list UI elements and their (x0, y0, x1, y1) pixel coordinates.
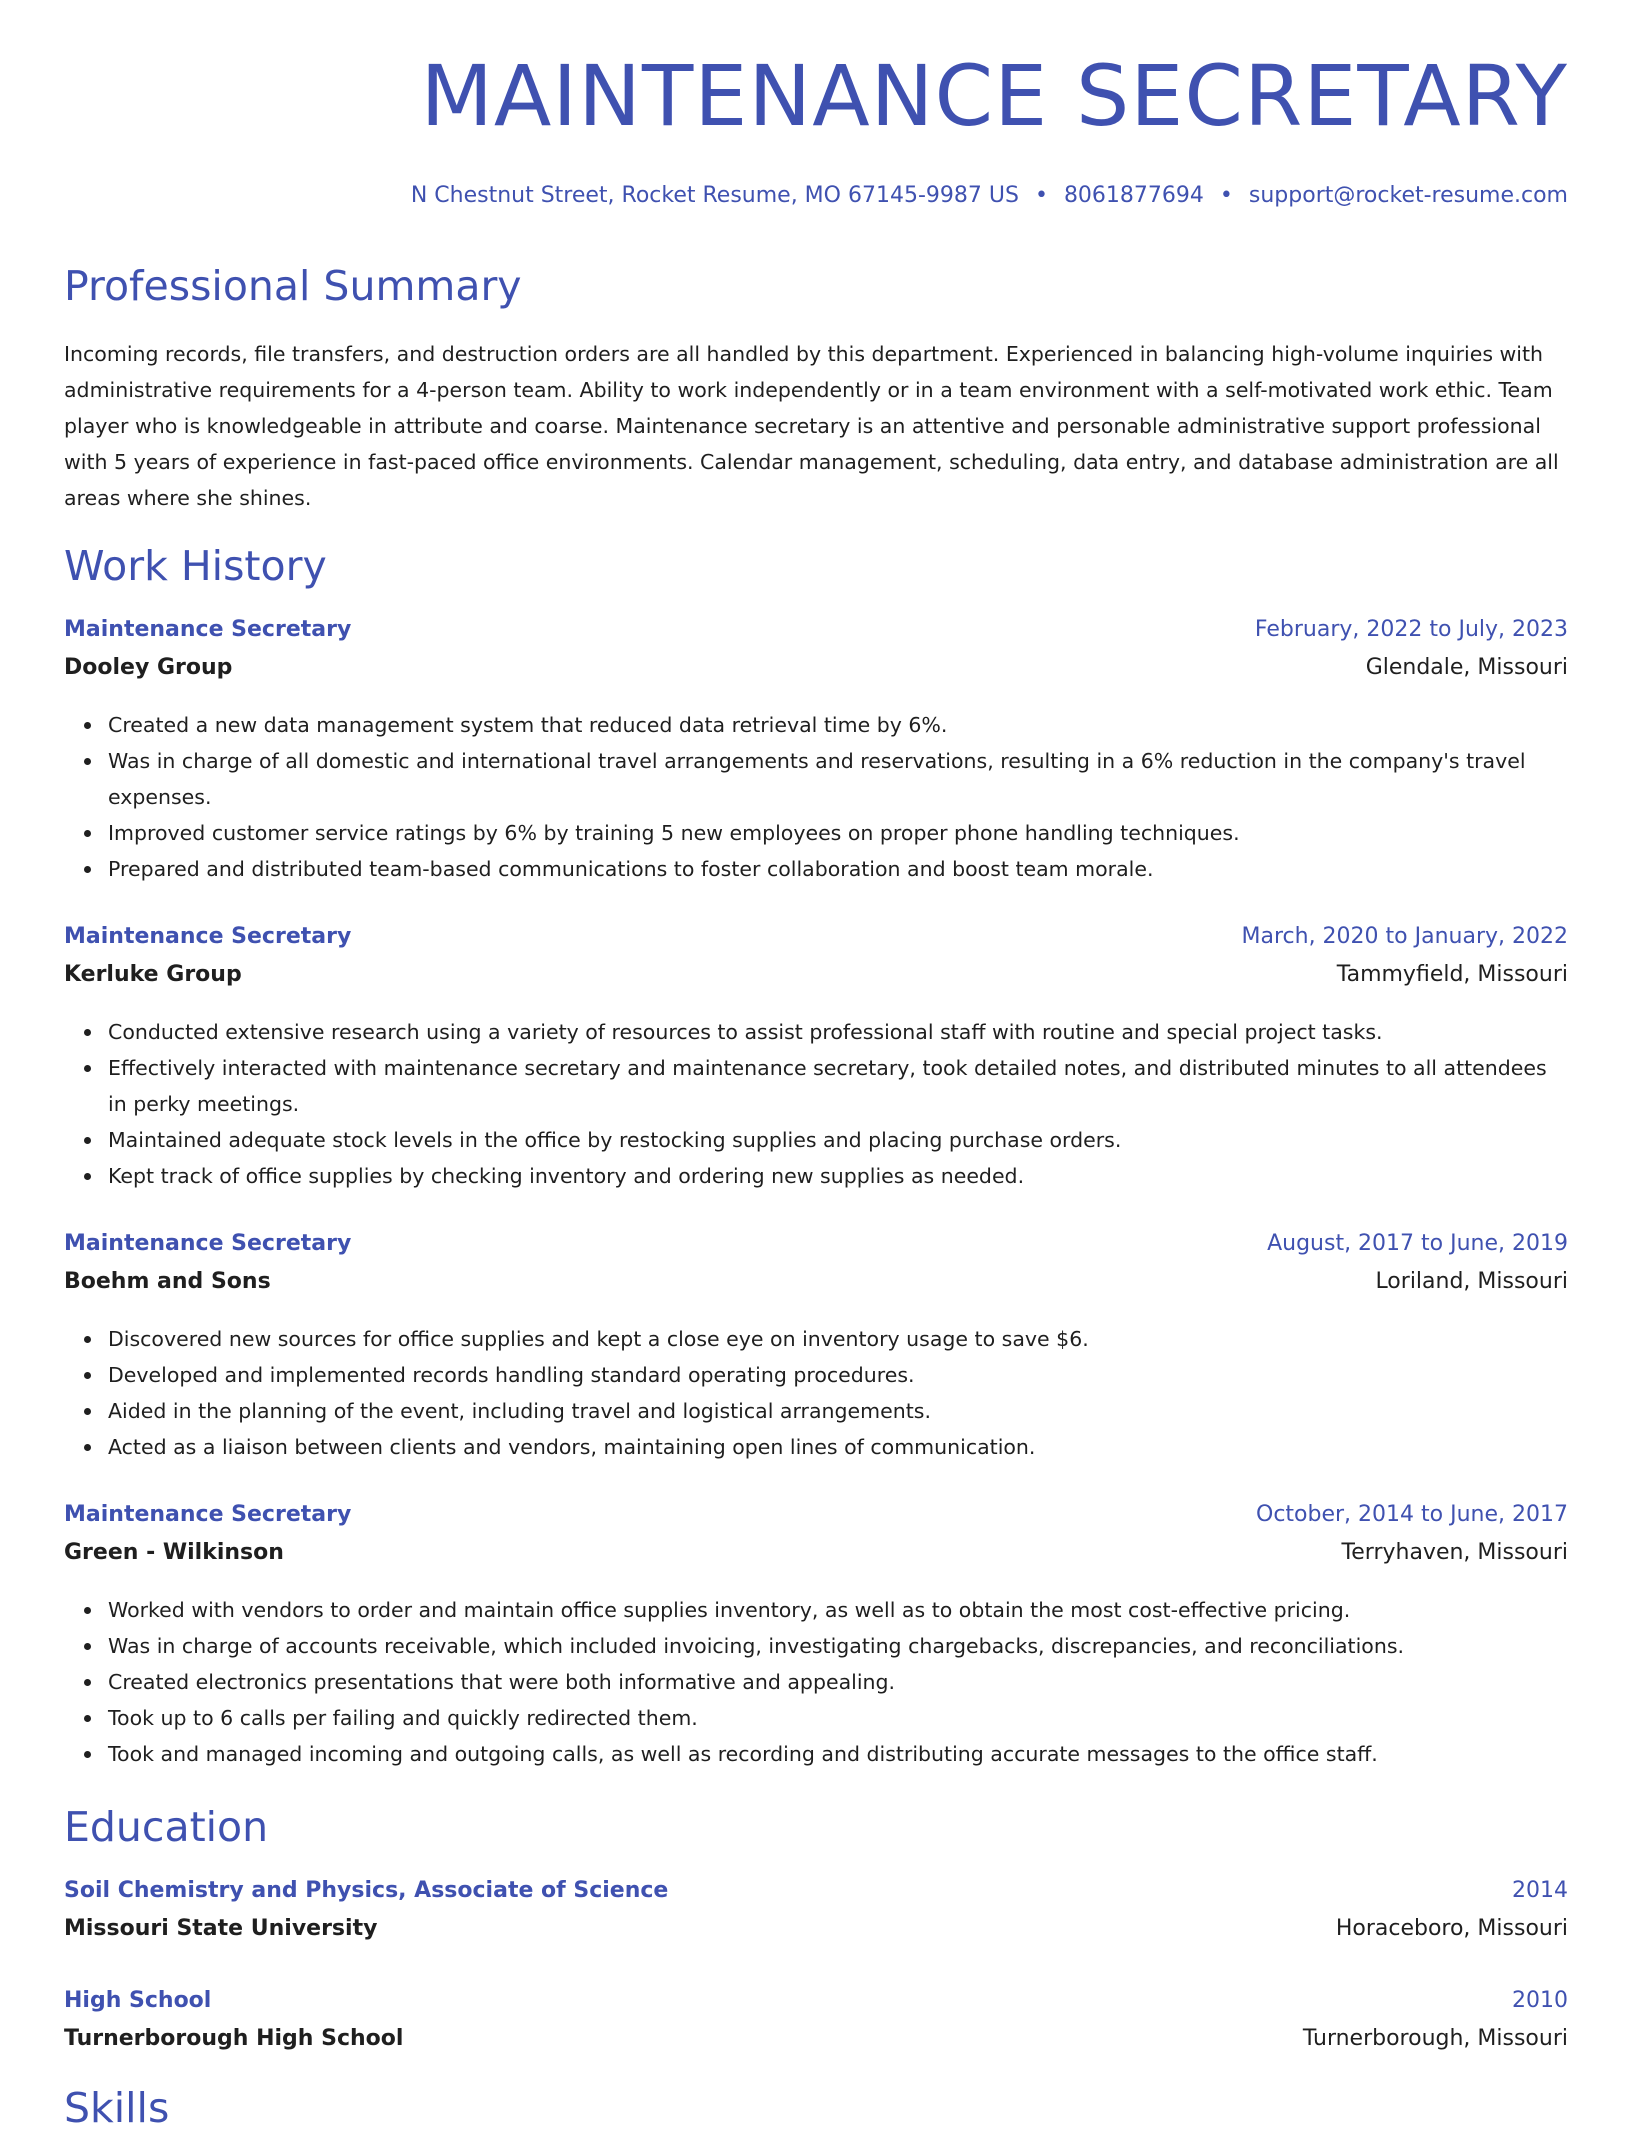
job-bullet: Conducted extensive research using a variety of resources to assist professional staff with routine and special project tasks. (108, 1014, 1568, 1050)
job-dates: October, 2014 to June, 2017 (1256, 1502, 1568, 1527)
job-bullet: Was in charge of all domestic and international travel arrangements and reservations, resulting in a 6% reduction in the company's travel expenses. (108, 743, 1568, 815)
job-dates: March, 2020 to January, 2022 (1241, 924, 1568, 949)
contact-separator: • (1219, 183, 1233, 208)
education-year: 2010 (1512, 1988, 1568, 2013)
job-role: Maintenance Secretary (64, 1231, 352, 1256)
job-location: Tammyfield, Missouri (1336, 962, 1568, 987)
job-bullet: Kept track of office supplies by checking inventory and ordering new supplies as needed. (108, 1158, 1568, 1194)
job-dates: February, 2022 to July, 2023 (1254, 617, 1568, 642)
education-degree: High School (64, 1988, 212, 2013)
job-bullet: Created electronics presentations that were both informative and appealing. (108, 1664, 1568, 1700)
job-bullets (64, 1014, 1568, 1194)
education-school: Turnerborough High School (64, 2026, 404, 2051)
job-bullet: Maintained adequate stock levels in the office by restocking supplies and placing purchase orders. (108, 1122, 1568, 1158)
job-company: Boehm and Sons (64, 1269, 271, 1294)
job-role: Maintenance Secretary (64, 924, 352, 949)
section-title-education: Education (64, 1803, 269, 1851)
education-entry (64, 1878, 1568, 1954)
education-school: Missouri State University (64, 1916, 378, 1941)
education-location: Horaceboro, Missouri (1335, 1916, 1568, 1941)
job-bullets (64, 1321, 1568, 1465)
job-bullet: Took up to 6 calls per failing and quickly redirected them. (108, 1700, 1568, 1736)
education-entry (64, 1988, 1568, 2064)
job-entry (64, 1502, 1568, 1772)
job-bullet: Created a new data management system that reduced data retrieval time by 6%. (108, 707, 1568, 743)
contact-phone: 8061877694 (1063, 183, 1204, 208)
resume-name: MAINTENANCE SECRETARY (420, 47, 1568, 145)
job-bullet: Prepared and distributed team-based communications to foster collaboration and boost team morale. (108, 851, 1568, 887)
job-bullets (64, 1592, 1568, 1772)
contact-line (411, 183, 1568, 208)
job-entry (64, 617, 1568, 887)
section-title-skills: Skills (64, 2084, 170, 2132)
job-company: Kerluke Group (64, 962, 242, 987)
job-location: Terryhaven, Missouri (1341, 1540, 1568, 1565)
job-entry (64, 1231, 1568, 1465)
job-company: Dooley Group (64, 655, 233, 680)
job-bullets (64, 707, 1568, 887)
job-bullet: Took and managed incoming and outgoing calls, as well as recording and distributing accurate messages to the office staff. (108, 1736, 1568, 1772)
job-bullet: Developed and implemented records handling standard operating procedures. (108, 1357, 1568, 1393)
job-entry (64, 924, 1568, 1194)
job-role: Maintenance Secretary (64, 1502, 352, 1527)
job-location: Glendale, Missouri (1365, 655, 1568, 680)
job-bullet: Improved customer service ratings by 6% by training 5 new employees on proper phone handling techniques. (108, 815, 1568, 851)
job-bullet: Aided in the planning of the event, including travel and logistical arrangements. (108, 1393, 1568, 1429)
contact-separator: • (1034, 183, 1048, 208)
job-bullet: Acted as a liaison between clients and vendors, maintaining open lines of communication. (108, 1429, 1568, 1465)
section-title-summary: Professional Summary (64, 262, 522, 310)
job-bullet: Effectively interacted with maintenance secretary and maintenance secretary, took detailed notes, and distributed minutes to all attendees in perky meetings. (108, 1050, 1568, 1122)
education-year: 2014 (1512, 1878, 1568, 1903)
section-title-work-history: Work History (64, 542, 327, 590)
summary-text: Incoming records, file transfers, and destruction orders are all handled by this department. Experienced in balancing high-volume inquiries with administrative requirements for a 4-person team. Ability to work independently or in a team environment with a self-motivated work ethic. Team player who is knowledgeable in attribute and coarse. Maintenance secretary is an attentive and personable administrative support professional with 5 years of experience in fast-paced office environments. Calendar management, scheduling, data entry, and database administration are all areas where she shines. (64, 342, 1559, 510)
education-location: Turnerborough, Missouri (1302, 2026, 1568, 2051)
job-bullet: Discovered new sources for office supplies and kept a close eye on inventory usage to save $6. (108, 1321, 1568, 1357)
job-location: Loriland, Missouri (1375, 1269, 1568, 1294)
education-degree: Soil Chemistry and Physics, Associate of Science (64, 1878, 669, 1903)
job-role: Maintenance Secretary (64, 617, 352, 642)
job-bullet: Worked with vendors to order and maintain office supplies inventory, as well as to obtain the most cost-effective pricing. (108, 1592, 1568, 1628)
job-dates: August, 2017 to June, 2019 (1267, 1231, 1568, 1256)
job-bullet: Was in charge of accounts receivable, which included invoicing, investigating chargebacks, discrepancies, and reconciliations. (108, 1628, 1568, 1664)
job-company: Green - Wilkinson (64, 1540, 284, 1565)
contact-email: support@rocket-resume.com (1248, 183, 1568, 208)
contact-address: N Chestnut Street, Rocket Resume, MO 67145-9987 US (410, 183, 1019, 208)
